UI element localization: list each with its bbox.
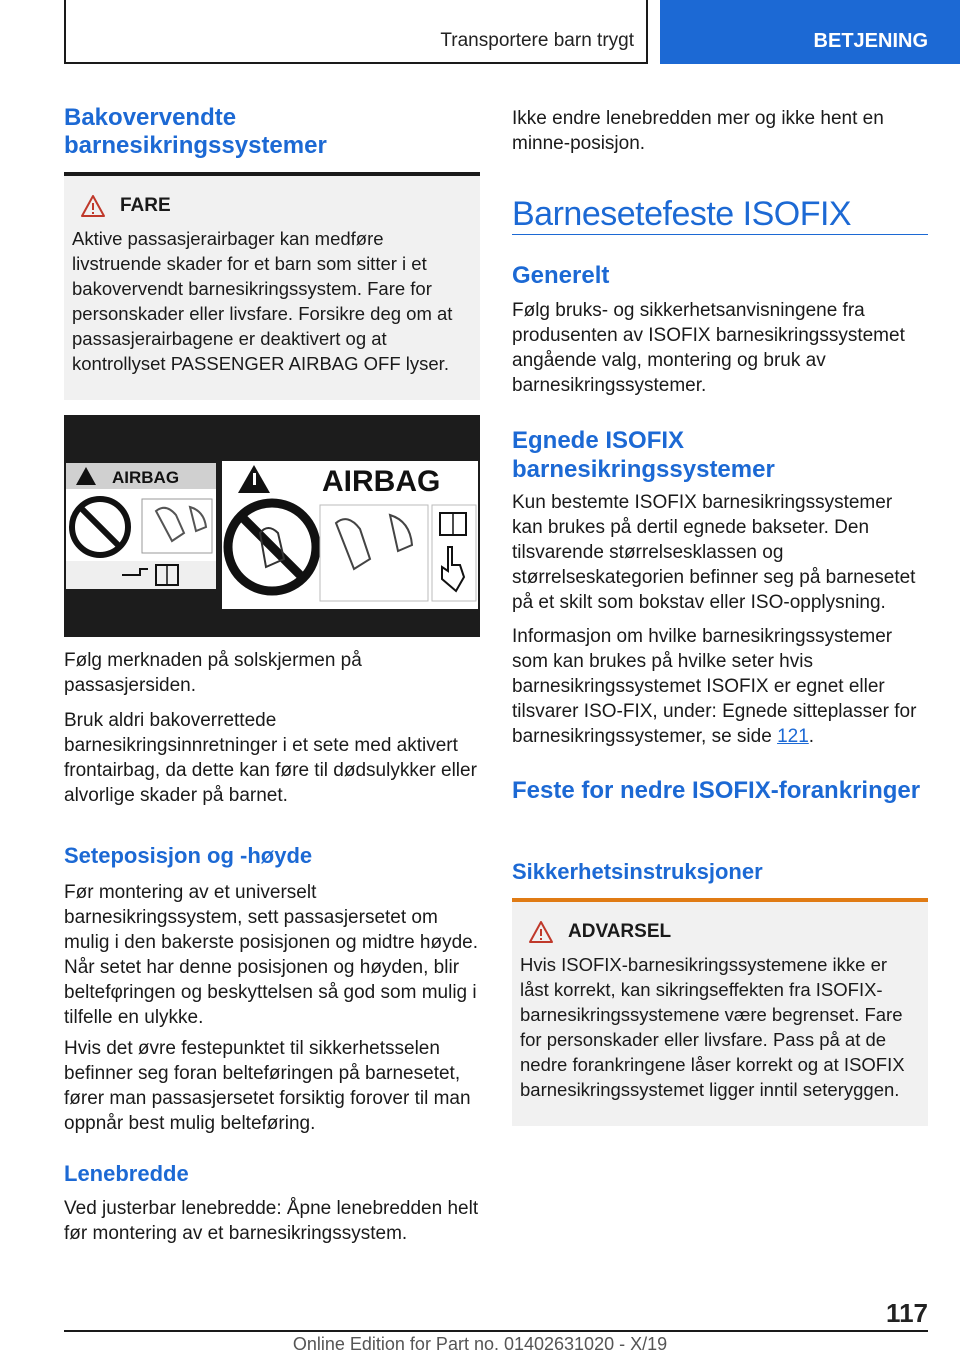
para-never-rear-facing: Bruk aldri bakoverrettede barnesikringsinnretninger i et sete med aktivert frontairbag, da dette kan føre til dødsulykker eller alvorlige skader på barnet. [64, 710, 477, 806]
page-number: 117 [886, 1298, 928, 1328]
danger-label: FARE [120, 195, 171, 216]
heading-backrest-width: Lenebredde [64, 1161, 189, 1186]
para-no-memory: Ikke endre lenebredden mer og ikke hent en minne-posisjon. [512, 108, 884, 154]
airbag-label-illustration [64, 415, 480, 637]
para-seat-position: Før montering av et universelt barnesikringssystem, sett passasjersetet om mulig i den bakerste posisjonen og midtre høyde. Når setet har denne posisjonen og høyden, blir beltefφringen og beskyttelsen så god som mulig i tilfelle en ulykke. [64, 882, 479, 1028]
warning-triangle-icon [528, 920, 554, 944]
para-general: Følg bruks- og sikkerhetsanvisningene fra produsenten av ISOFIX barnesikringssystemet angående valg, montering og bruk av barnesikringssystemer. [512, 300, 905, 396]
para-suitable-1: Kun bestemte ISOFIX barnesikringssystemer kan brukes på dertil egnede bakseter. Den tilsvarende størrelsesklassen og størrelseskategorien befinner seg på barnesetet på et skilt som bokstav eller ISO-opplysning. [512, 492, 916, 613]
heading-rule [512, 234, 928, 235]
danger-box [64, 172, 480, 400]
heading-rear-facing: Bakovervendte barnesikringssystemer [64, 104, 327, 159]
heading-lower-anchor: Feste for nedre ISOFIX-forankringer [512, 777, 921, 804]
airbag-text-large: AIRBAG [322, 465, 441, 498]
chapter-tab[interactable]: BETJENING [660, 0, 960, 64]
heading-safety-instructions: Sikkerhetsinstruksjoner [512, 859, 763, 884]
warning-box [512, 898, 928, 1126]
para-sunvisor: Følg merknaden på solskjermen på passasjersiden. [64, 650, 362, 696]
warning-triangle-icon [80, 194, 106, 218]
para-belt-guide: Hvis det øvre festepunktet til sikkerhetsselen befinner seg foran belteføringen på barnesetet, fører man passasjersetet forsiktig forover til man oppnår best mulig belteføring. [64, 1038, 471, 1134]
para-suitable-2: Informasjon om hvilke barnesikringssystemer som kan brukes på hvilke seter hvis barnesikringssystemet ISOFIX er egnet eller tilsvarer ISO-FIX, under: Egnede sitteplasser for barnesikringssystemer, se side 121. [512, 626, 917, 747]
heading-seat-position: Seteposisjon og -høyde [64, 843, 313, 868]
header-frame [64, 0, 648, 64]
danger-text: Aktive passasjerairbager kan medføre livstruende skader for et barn som sitter i et bakovervendt barnesikringssystem. Fare for personskader eller livsfare. Forsikre deg om at passasjerairbagene er deaktivert og at kontrollyset PASSENGER AIRBAG OFF lyser. [72, 228, 453, 374]
page-link-121[interactable]: 121 [777, 726, 809, 747]
footer-edition: Online Edition for Part no. 01402631020 - X/19 [292, 1334, 668, 1354]
para-backrest-width: Ved justerbar lenebredde: Åpne lenebredden helt før montering av et barnesikringssystem. [64, 1198, 479, 1244]
section-title: Transportere barn trygt [440, 30, 634, 51]
footer-rule [64, 1330, 928, 1332]
heading-suitable-isofix: Egnede ISOFIX barnesikringssystemer [512, 427, 775, 483]
heading-isofix: Barnesetefeste ISOFIX [512, 195, 852, 233]
warning-text: Hvis ISOFIX-barnesikringssystemene ikke er låst korrekt, kan sikringseffekten fra ISOFIX-barnesikringssystemene være begrenset. Fare for personskader eller livsfare. Pass på at de nedre forankringene låser korrekt og at ISOFIX barnesikringssystemet ligger inntil seteryggen. [520, 954, 905, 1100]
warning-label: ADVARSEL [568, 921, 672, 942]
airbag-warning-graphic [64, 415, 480, 637]
heading-general: Generelt [512, 262, 610, 289]
airbag-text-small: AIRBAG [112, 468, 180, 487]
